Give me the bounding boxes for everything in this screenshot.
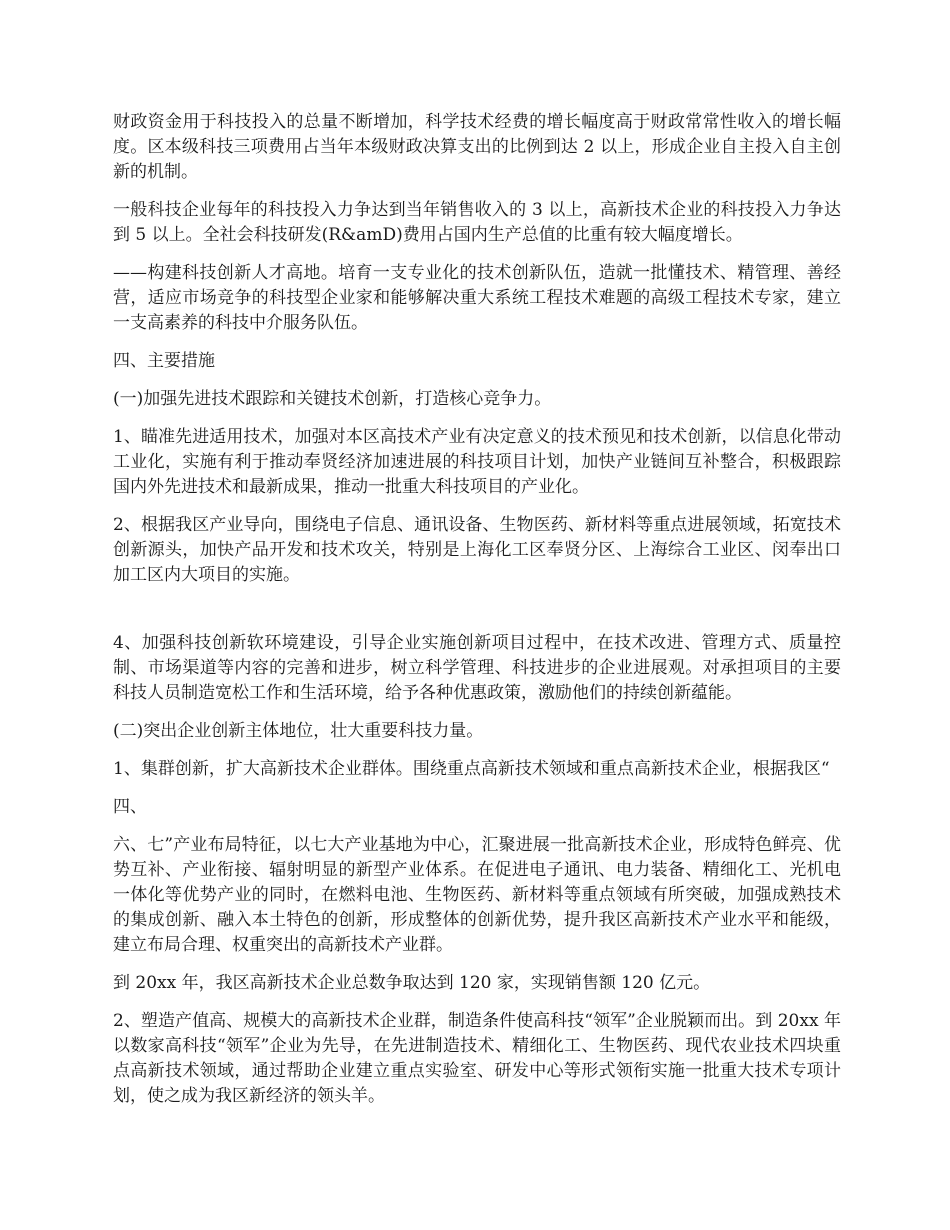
section-heading-main-measures: 四、主要措施 xyxy=(113,351,215,371)
paragraph-leading-enterprises: 2、塑造产值高、规模大的高新技术企业群，制造条件使高科技“领军”企业脱颖而出。到 20xx 年以数家高科技“领军”企业为先导，在先进制造技术、精细化工、生物医药、现代农业技术四块重点高新技术领域，通过帮助企业建立重点实验室、研发中心等形式领衔实施一批重大技术专项计划，使之成为我区新经济的领头羊。 xyxy=(113,1011,841,1106)
paragraph-cluster-innovation: 1、集群创新，扩大高新技术企业群体。围绕重点高新技术领域和重点高新技术企业，根据我区“ xyxy=(113,759,830,779)
paragraph-tech-investment: 财政资金用于科技投入的总量不断增加，科学技术经费的增长幅度高于财政常常性收入的增长幅度。区本级科技三项费用占当年本级财政决算支出的比例到达 2 以上，形成企业自主投入自主创新的机制。 xyxy=(113,112,841,182)
blank-gap xyxy=(113,601,841,631)
paragraph-talent-highland: ——构建科技创新人才高地。培育一支专业化的技术创新队伍，造就一批懂技术、精管理、善经营，适应市场竞争的科技型企业家和能够解决重大系统工程技术难题的高级工程技术专家，建立一支高素养的科技中介服务队伍。 xyxy=(113,263,841,333)
paragraph-target-2020: 到 20xx 年，我区高新技术企业总数争取达到 120 家，实现销售额 120 亿元。 xyxy=(113,973,711,993)
paragraph-measure-4: 4、加强科技创新软环境建设，引导企业实施创新项目过程中，在技术改进、管理方式、质量控制、市场渠道等内容的完善和进步，树立科学管理、科技进步的企业进展观。对承担项目的主要科技人员制造宽松工作和生活环境，给予各种优惠政策，激励他们的持续创新蕴能。 xyxy=(113,633,841,703)
paragraph-measure-1: 1、瞄准先进适用技术，加强对本区高技术产业有决定意义的技术预见和技术创新，以信息化带动工业化，实施有利于推动奉贤经济加速进展的科技项目计划，加快产业链间互补整合，积极跟踪国内外先进技术和最新成果，推动一批重大科技项目的产业化。 xyxy=(113,427,841,497)
subsection-heading-1: (一)加强先进技术跟踪和关键技术创新，打造核心竞争力。 xyxy=(113,389,552,409)
paragraph-rd-ratio: 一般科技企业每年的科技投入力争达到当年销售收入的 3 以上，高新技术企业的科技投入力争达到 5 以上。全社会科技研发(R&amD)费用占国内生产总值的比重有较大幅度增长。 xyxy=(113,200,841,245)
subsection-heading-2: (二)突出企业创新主体地位，壮大重要科技力量。 xyxy=(113,721,484,741)
document-body xyxy=(113,110,841,1122)
paragraph-industry-layout: 六、七”产业布局特征，以七大产业基地为中心，汇聚进展一批高新技术企业，形成特色鲜亮、优势互补、产业衔接、辐射明显的新型产业体系。在促进电子通讯、电力装备、精细化工、光机电一体化等优势产业的同时，在燃料电池、生物医药、新材料等重点领域有所突破，加强成熟技术的集成创新、融入本土特色的创新，形成整体的创新优势，提升我区高新技术产业水平和能级，建立布局合理、权重突出的高新技术产业群。 xyxy=(113,835,841,955)
paragraph-fragment-four: 四、 xyxy=(113,797,147,817)
paragraph-measure-2: 2、根据我区产业导向，围绕电子信息、通讯设备、生物医药、新材料等重点进展领域，拓宽技术创新源头，加快产品开发和技术攻关，特别是上海化工区奉贤分区、上海综合工业区、闵奉出口加工区内大项目的实施。 xyxy=(113,515,841,585)
